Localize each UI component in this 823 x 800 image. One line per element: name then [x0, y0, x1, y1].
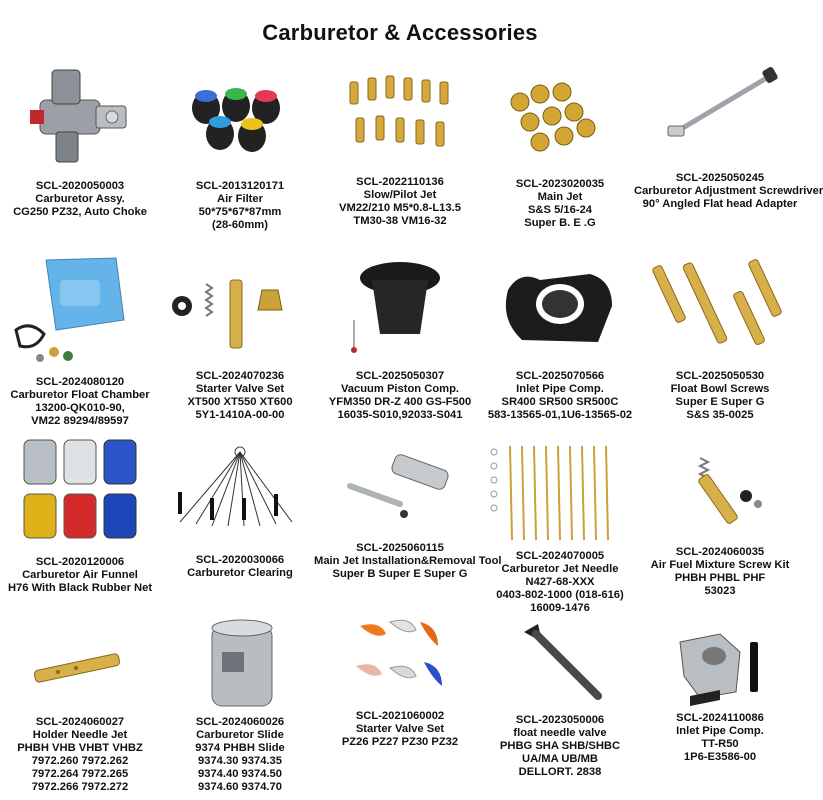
product-desc: YFM350 DR-Z 400 GS-F500 [328, 396, 472, 408]
main-jet-image [480, 62, 640, 170]
product-code: SCL-2024060027 [35, 716, 125, 728]
bowl-screws-image [640, 250, 800, 362]
product-desc: 1P6-E3586-00 [683, 751, 757, 763]
product-code: SCL-2023050006 [515, 714, 605, 726]
product-desc: Vacuum Piston Comp. [340, 383, 460, 395]
product-desc: Starter Valve Set [195, 383, 285, 395]
product-code: SCL-2025050530 [675, 370, 765, 382]
product-desc: SR400 SR500 SR500C [501, 396, 619, 408]
inlet-pipe-image [480, 250, 640, 362]
product-desc: UA/MA UB/MB [521, 753, 599, 765]
screwdriver-image [640, 62, 800, 166]
product-desc: 7972.260 7972.262 [31, 755, 129, 767]
product-desc: float needle valve [513, 727, 607, 739]
product-desc: Carburetor Jet Needle [501, 563, 619, 575]
jet-needle-image [480, 432, 640, 548]
product-desc: CG250 PZ32, Auto Choke [13, 206, 147, 218]
product-desc: Inlet Pipe Comp. [516, 383, 604, 395]
product-code: SCL-2013120171 [195, 180, 285, 192]
product-desc: Holder Needle Jet [32, 729, 128, 741]
product-code: SCL-2024110086 [676, 712, 764, 724]
product-code: SCL-2020050003 [35, 180, 125, 192]
air-filter-image [160, 62, 320, 172]
product-code: SCL-2025060115 [356, 542, 444, 554]
product-code: SCL-2020120006 [35, 556, 125, 568]
product-desc: XT500 XT550 XT600 [187, 396, 293, 408]
product-code: SCL-2024070236 [195, 370, 285, 382]
mixture-screw-image [640, 432, 800, 540]
product-desc: 7972.266 7972.272 [31, 781, 129, 793]
product-desc: 16009-1476 [530, 602, 590, 614]
product-desc: N427-68-XXX [525, 576, 595, 588]
product-desc: S&S 35-0025 [686, 409, 754, 421]
product-desc: Carburetor Clearing [187, 567, 293, 579]
main-jet-tool-image [320, 432, 480, 540]
product-code: SCL-2025070566 [515, 370, 605, 382]
product-code: SCL-2024060026 [195, 716, 285, 728]
carburetor-assy-image [0, 62, 160, 172]
inlet-pipe-ttr-image [640, 612, 800, 712]
product-desc: Super B Super E Super G [332, 568, 468, 580]
float-chamber-image [0, 250, 160, 372]
air-funnel-image [0, 432, 160, 548]
vacuum-piston-image [320, 250, 480, 362]
page-title: Carburetor & Accessories [262, 20, 538, 45]
product-desc: Carburetor Assy. [35, 193, 125, 205]
pilot-jet-image [320, 62, 480, 166]
product-desc: 583-13565-01,1U6-13565-02 [487, 409, 633, 421]
carburetor-slide-image [160, 612, 320, 712]
product-desc: TT-R50 [701, 738, 739, 750]
product-desc: 50*75*67*87mm [198, 206, 282, 218]
product-desc: 13200-QK010-90, [35, 402, 125, 414]
product-code: SCL-2020030066 [195, 554, 285, 566]
product-desc: Float Bowl Screws [670, 383, 770, 395]
product-code: SCL-2021060002 [355, 710, 445, 722]
product-desc: DELLORT. 2838 [518, 766, 602, 778]
product-desc: 9374.40 9374.50 [198, 768, 282, 780]
product-desc: TM30-38 VM16-32 [353, 215, 447, 227]
product-desc: PHBH VHB VHBT VHBZ [17, 742, 143, 754]
product-desc: VM22/210 M5*0.8-L13.5 [339, 202, 461, 214]
product-desc: PHBH PHBL PHF [674, 572, 766, 584]
product-desc: VM22 89294/89597 [31, 415, 129, 427]
product-desc: 16035-S010,92033-S041 [337, 409, 463, 421]
product-code: SCL-2024070005 [515, 550, 605, 562]
product-code: SCL-2025050245 [675, 172, 765, 184]
product-desc: Main Jet Installation&Removal Tool [314, 555, 502, 567]
product-desc: Carburetor Slide [196, 729, 284, 741]
product-desc: 53023 [704, 585, 736, 597]
product-code: SCL-2024080120 [35, 376, 125, 388]
product-desc: 7972.264 7972.265 [31, 768, 129, 780]
product-desc: 0403-802-1000 (018-616) [496, 589, 624, 601]
product-desc: Air Fuel Mixture Screw Kit [650, 559, 790, 571]
product-desc: Super E Super G [675, 396, 765, 408]
product-desc: Carburetor Adjustment Screwdriver [634, 185, 823, 197]
product-desc: Inlet Pipe Comp. [676, 725, 764, 737]
product-desc: Super B. E .G [524, 217, 596, 229]
product-desc: Air Filter [216, 193, 263, 205]
product-desc: PZ26 PZ27 PZ30 PZ32 [341, 736, 459, 748]
product-desc: 9374 PHBH Slide [195, 742, 285, 754]
product-desc: 5Y1-1410A-00-00 [195, 409, 285, 421]
product-desc: H76 With Black Rubber Net [7, 582, 153, 594]
product-code: SCL-2023020035 [515, 178, 605, 190]
product-desc: Starter Valve Set [355, 723, 445, 735]
float-needle-image [480, 612, 640, 708]
product-desc: Slow/Pilot Jet [363, 189, 437, 201]
product-code: SCL-2022110136 [356, 176, 444, 188]
holder-needle-jet-image [0, 612, 160, 708]
product-desc: Main Jet [537, 191, 583, 203]
cleaning-kit-image [160, 432, 320, 542]
starter-valve-pz-image [320, 612, 480, 708]
product-desc: PHBG SHA SHB/SHBC [499, 740, 621, 752]
product-code: SCL-2025050307 [355, 370, 445, 382]
product-desc: Carburetor Float Chamber [10, 389, 150, 401]
product-desc: Carburetor Air Funnel [22, 569, 138, 581]
product-desc: (28-60mm) [212, 219, 268, 231]
product-desc: 9374.60 9374.70 [198, 781, 282, 793]
product-desc: S&S 5/16-24 [527, 204, 593, 216]
product-desc: 90° Angled Flat head Adapter [642, 198, 798, 210]
starter-valve-image [160, 250, 320, 358]
product-code: SCL-2024060035 [675, 546, 765, 558]
product-desc: 9374.30 9374.35 [198, 755, 282, 767]
